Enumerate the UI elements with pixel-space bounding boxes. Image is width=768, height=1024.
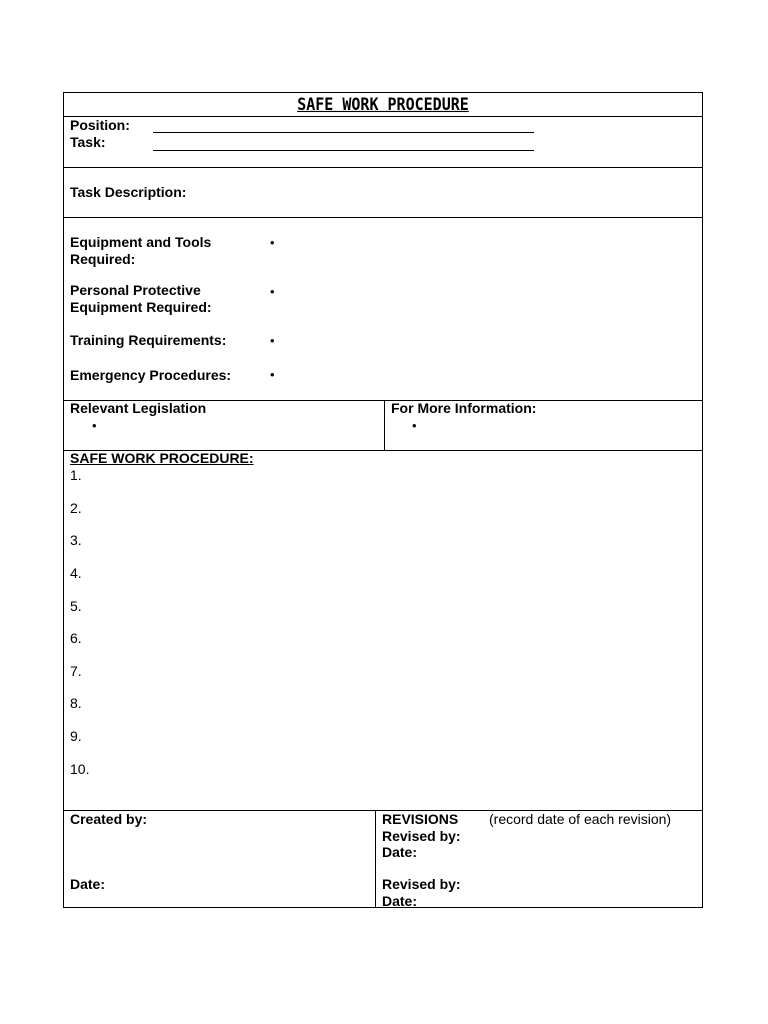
step-number: 1. [70, 467, 82, 483]
step-number: 10. [70, 761, 90, 777]
step-number: 5. [70, 598, 82, 614]
emergency-procedures-label: Emergency Procedures: [70, 367, 232, 383]
step-number: 4. [70, 565, 82, 581]
procedure-heading: SAFE WORK PROCEDURE: [70, 450, 254, 466]
revision-date-label: Date: [382, 844, 418, 860]
form-title: SAFE WORK PROCEDURE [297, 93, 469, 115]
step-number: 8. [70, 695, 82, 711]
task-description-label: Task Description: [70, 184, 187, 200]
column-divider [375, 810, 376, 908]
ppe-label-cont: Equipment Required: [70, 299, 212, 315]
more-info-bullet: • [412, 418, 417, 433]
created-date-label: Date: [70, 876, 106, 892]
revisions-note: (record date of each revision) [489, 811, 672, 827]
divider [64, 217, 702, 218]
column-divider [384, 400, 385, 450]
created-by-label: Created by: [70, 811, 148, 827]
equipment-tools-label-cont: Required: [70, 251, 136, 267]
divider [64, 167, 702, 168]
revision-date-label: Date: [382, 893, 418, 909]
step-number: 9. [70, 728, 82, 744]
position-field[interactable] [153, 132, 534, 133]
equipment-tools-label: Equipment and Tools [70, 234, 212, 250]
more-information-label: For More Information: [391, 400, 537, 416]
step-number: 6. [70, 630, 82, 646]
ppe-label: Personal Protective [70, 282, 201, 298]
step-number: 7. [70, 663, 82, 679]
revised-by-label: Revised by: [382, 828, 461, 844]
divider [64, 116, 702, 117]
emergency-bullet: • [270, 367, 275, 382]
training-bullet: • [270, 333, 275, 348]
ppe-bullet: • [270, 284, 275, 299]
legislation-bullet: • [92, 418, 97, 433]
equipment-tools-bullet: • [270, 235, 275, 250]
step-number: 2. [70, 500, 82, 516]
revised-by-label: Revised by: [382, 876, 461, 892]
task-label: Task: [70, 134, 106, 150]
training-requirements-label: Training Requirements: [70, 332, 227, 348]
task-field[interactable] [153, 150, 534, 151]
relevant-legislation-label: Relevant Legislation [70, 400, 207, 416]
position-label: Position: [70, 117, 130, 133]
safe-work-procedure-form [63, 92, 703, 908]
revisions-label: REVISIONS [382, 811, 459, 827]
step-number: 3. [70, 532, 82, 548]
